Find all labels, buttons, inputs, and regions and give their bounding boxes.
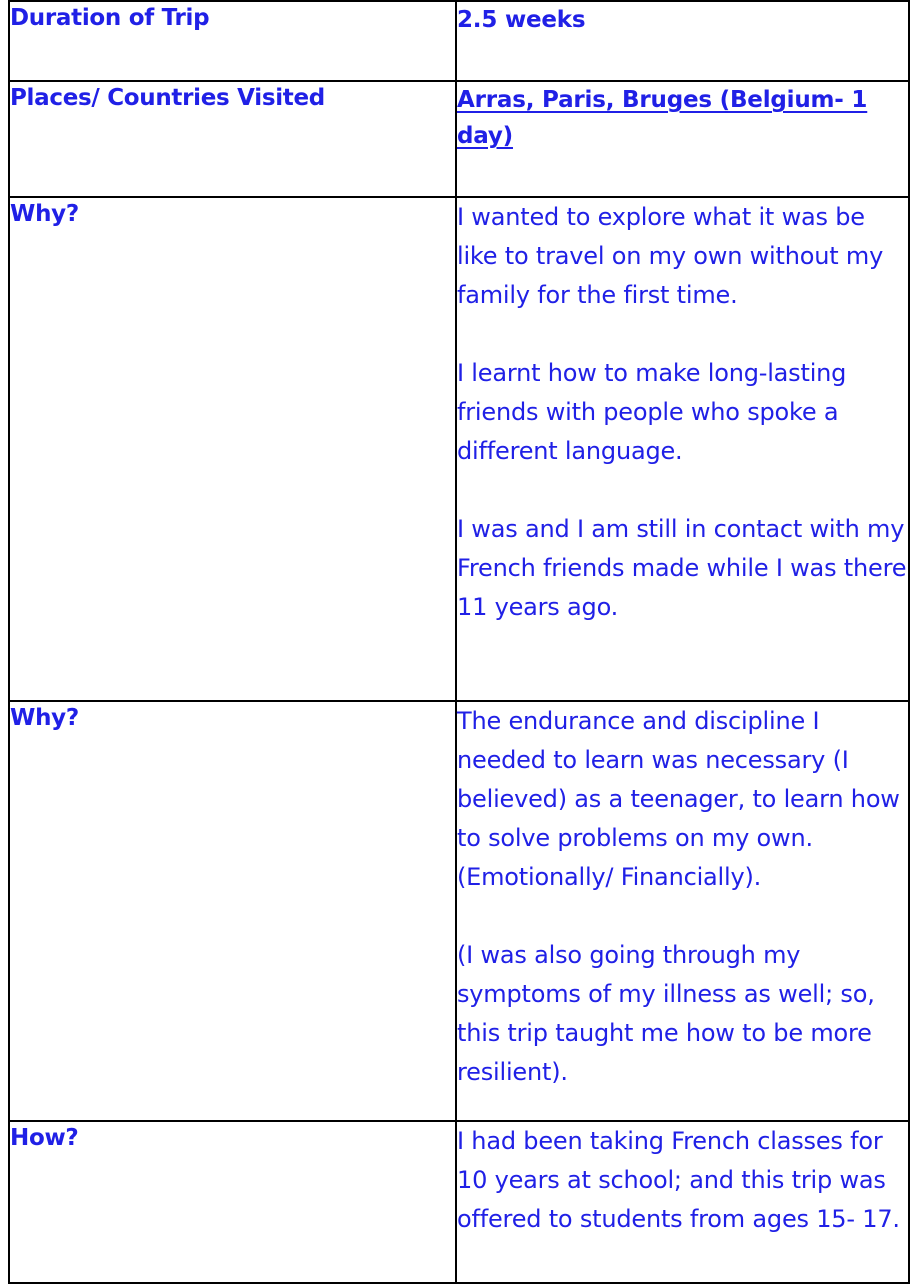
places-value-link[interactable]: Arras, Paris, Bruges (Belgium- 1 day) xyxy=(457,87,868,149)
row-label-how: How? xyxy=(9,1121,456,1283)
why-2-paragraph-2: (I was also going through my symptoms of my illness as well; so, this trip taught me how to be more resilient). xyxy=(457,941,875,1086)
row-value-how xyxy=(456,1121,909,1283)
row-value-why-2 xyxy=(456,701,909,1121)
duration-value: 2.5 weeks xyxy=(457,7,586,33)
row-label-why-2: Why? xyxy=(9,701,456,1121)
row-value-why-1 xyxy=(456,197,909,701)
how-paragraph-1: I had been taking French classes for 10 years at school; and this trip was offered to students from ages 15- 17. xyxy=(457,1127,900,1233)
table-row-places xyxy=(9,81,909,197)
table-row-duration xyxy=(9,1,909,81)
row-value-duration xyxy=(456,1,909,81)
row-label-duration: Duration of Trip xyxy=(9,1,456,81)
why-1-paragraph-2: I learnt how to make long-lasting friends with people who spoke a different language. xyxy=(457,359,847,465)
row-label-why-1: Why? xyxy=(9,197,456,701)
table-row-how xyxy=(9,1121,909,1283)
row-label-places: Places/ Countries Visited xyxy=(9,81,456,197)
why-1-paragraph-1: I wanted to explore what it was be like to travel on my own without my family for the first time. xyxy=(457,203,884,309)
table-row-why-2 xyxy=(9,701,909,1121)
row-value-places xyxy=(456,81,909,197)
trip-info-table xyxy=(8,0,910,1284)
why-2-paragraph-1: The endurance and discipline I needed to learn was necessary (I believed) as a teenager, to learn how to solve problems on my own. (Emotionally/ Financially). xyxy=(457,707,900,891)
why-1-paragraph-3: I was and I am still in contact with my French friends made while I was there 11 years ago. xyxy=(457,515,907,621)
table-row-why-1 xyxy=(9,197,909,701)
